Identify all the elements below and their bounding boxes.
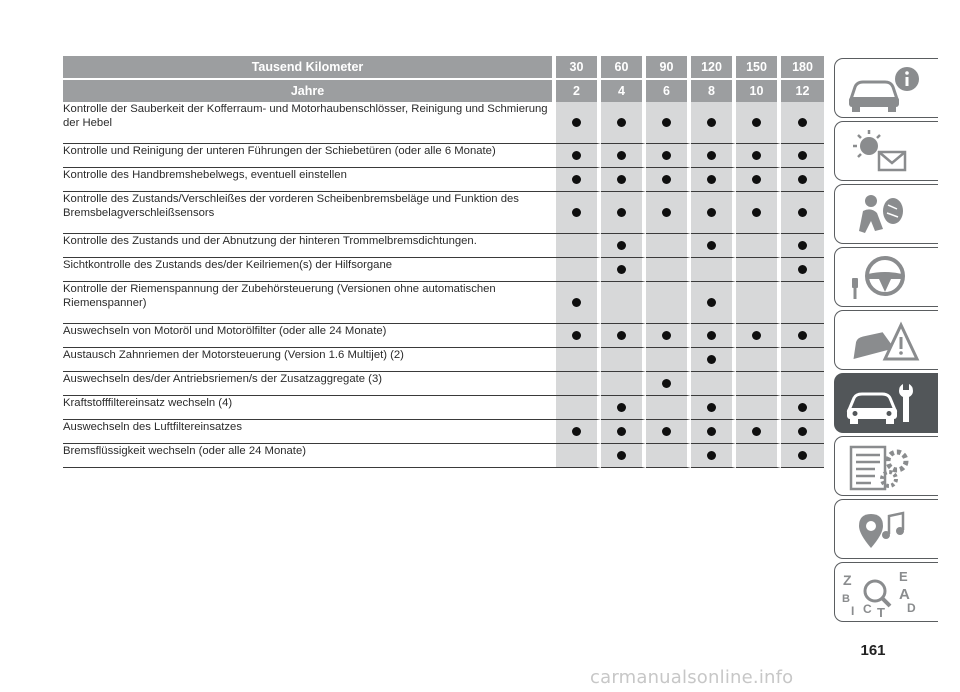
interval-cell <box>601 324 646 348</box>
tab-multimedia[interactable] <box>834 499 938 559</box>
interval-cell <box>781 348 824 372</box>
scheduled-dot-marker <box>752 118 761 127</box>
interval-cell <box>691 144 736 168</box>
interval-cell <box>691 396 736 420</box>
interval-cell <box>556 324 601 348</box>
interval-cell <box>601 348 646 372</box>
scheduled-dot-marker <box>617 451 626 460</box>
interval-cell <box>736 420 781 444</box>
interval-cell <box>646 324 691 348</box>
header-year-cell: 2 <box>556 80 601 102</box>
interval-cell <box>601 234 646 258</box>
table-row <box>63 396 824 420</box>
interval-cell <box>556 372 601 396</box>
interval-cell <box>691 282 736 324</box>
interval-cell <box>556 234 601 258</box>
scheduled-dot-marker <box>617 427 626 436</box>
header-year-cell: 10 <box>736 80 781 102</box>
table-row <box>63 420 824 444</box>
interval-cell <box>736 372 781 396</box>
maintenance-task-description: Kraftstofffiltereinsatz wechseln (4) <box>63 396 556 420</box>
table-row <box>63 258 824 282</box>
tab-safety[interactable] <box>834 184 938 244</box>
interval-cell <box>646 348 691 372</box>
index-letter: B <box>842 593 850 605</box>
header-year-cell: 4 <box>601 80 646 102</box>
scheduled-dot-marker <box>752 175 761 184</box>
header-row-years <box>63 80 824 102</box>
index-letter: Z <box>843 572 852 588</box>
scheduled-dot-marker <box>617 208 626 217</box>
interval-cell <box>736 348 781 372</box>
page-number: 161 <box>860 642 886 659</box>
header-years-label: Jahre <box>63 80 556 102</box>
table-row <box>63 444 824 468</box>
index-search-icon <box>841 567 931 619</box>
header-year-cell: 12 <box>781 80 824 102</box>
header-km-cell: 30 <box>556 56 601 80</box>
interval-cell <box>556 396 601 420</box>
table-row <box>63 234 824 258</box>
scheduled-dot-marker <box>572 208 581 217</box>
interval-cell <box>556 420 601 444</box>
scheduled-dot-marker <box>798 118 807 127</box>
interval-cell <box>691 102 736 144</box>
scheduled-dot-marker <box>662 151 671 160</box>
tab-vehicle-info[interactable] <box>834 58 938 118</box>
interval-cell <box>646 444 691 468</box>
scheduled-dot-marker <box>662 379 671 388</box>
watermark: carmanualsonline.info <box>590 667 794 688</box>
scheduled-dot-marker <box>572 151 581 160</box>
scheduled-dot-marker <box>752 151 761 160</box>
index-letter: T <box>877 605 885 619</box>
interval-cell <box>691 258 736 282</box>
scheduled-dot-marker <box>798 403 807 412</box>
scheduled-dot-marker <box>798 151 807 160</box>
scheduled-dot-marker <box>798 208 807 217</box>
interval-cell <box>781 420 824 444</box>
header-km-cell: 120 <box>691 56 736 80</box>
scheduled-dot-marker <box>798 175 807 184</box>
interval-cell <box>736 234 781 258</box>
scheduled-dot-marker <box>617 331 626 340</box>
scheduled-dot-marker <box>572 175 581 184</box>
interval-cell <box>736 324 781 348</box>
scheduled-dot-marker <box>752 208 761 217</box>
interval-cell <box>781 102 824 144</box>
scheduled-dot-marker <box>707 355 716 364</box>
scheduled-dot-marker <box>752 331 761 340</box>
interval-cell <box>646 234 691 258</box>
index-letter: D <box>907 601 916 615</box>
maintenance-task-description: Kontrolle der Riemenspannung der Zubehörsteuerung (Versionen ohne automatischen Riemenspanner) <box>63 282 556 324</box>
interval-cell <box>601 420 646 444</box>
interval-cell <box>781 444 824 468</box>
scheduled-dot-marker <box>572 298 581 307</box>
interval-cell <box>781 282 824 324</box>
interval-cell <box>736 444 781 468</box>
scheduled-dot-marker <box>798 451 807 460</box>
table-body <box>63 102 824 468</box>
maintenance-task-description: Kontrolle des Zustands/Verschleißes der vorderen Scheibenbremsbeläge und Funktion des Bremsbelagverschleißsensors <box>63 192 556 234</box>
scheduled-dot-marker <box>707 298 716 307</box>
interval-cell <box>556 282 601 324</box>
scheduled-dot-marker <box>798 241 807 250</box>
interval-cell <box>556 258 601 282</box>
interval-cell <box>781 234 824 258</box>
interval-cell <box>601 444 646 468</box>
index-letter: I <box>851 604 855 618</box>
scheduled-dot-marker <box>572 118 581 127</box>
interval-cell <box>736 144 781 168</box>
interval-cell <box>556 168 601 192</box>
table-row <box>63 372 824 396</box>
interval-cell <box>646 102 691 144</box>
scheduled-dot-marker <box>707 403 716 412</box>
scheduled-dot-marker <box>617 241 626 250</box>
interval-cell <box>736 282 781 324</box>
scheduled-dot-marker <box>662 208 671 217</box>
header-km-cell: 90 <box>646 56 691 80</box>
maintenance-task-description: Kontrolle der Sauberkeit der Kofferraum- und Motorhaubenschlösser, Reinigung und Schmierung der Hebel <box>63 102 556 144</box>
interval-cell <box>781 168 824 192</box>
interval-cell <box>691 444 736 468</box>
header-row-kilometers <box>63 56 824 80</box>
car-wrench-icon <box>841 378 931 430</box>
interval-cell <box>781 192 824 234</box>
maintenance-schedule-table <box>63 56 824 468</box>
interval-cell <box>691 372 736 396</box>
maintenance-task-description: Kontrolle des Zustands und der Abnutzung der hinteren Trommelbremsdichtungen. <box>63 234 556 258</box>
interval-cell <box>691 348 736 372</box>
interval-cell <box>691 420 736 444</box>
interval-cell <box>736 258 781 282</box>
emergency-breakdown-icon <box>841 315 931 367</box>
index-letter: E <box>899 569 908 584</box>
scheduled-dot-marker <box>707 331 716 340</box>
interval-cell <box>646 192 691 234</box>
maintenance-task-description: Bremsflüssigkeit wechseln (oder alle 24 Monate) <box>63 444 556 468</box>
scheduled-dot-marker <box>662 118 671 127</box>
scheduled-dot-marker <box>798 331 807 340</box>
tab-technical-data[interactable] <box>834 436 938 496</box>
table-row <box>63 192 824 234</box>
tab-warning-lights[interactable] <box>834 121 938 181</box>
interval-cell <box>556 348 601 372</box>
interval-cell <box>781 144 824 168</box>
scheduled-dot-marker <box>617 151 626 160</box>
scheduled-dot-marker <box>662 175 671 184</box>
header-km-cell: 60 <box>601 56 646 80</box>
scheduled-dot-marker <box>572 427 581 436</box>
interval-cell <box>646 144 691 168</box>
scheduled-dot-marker <box>617 403 626 412</box>
interval-cell <box>646 396 691 420</box>
interval-cell <box>781 324 824 348</box>
tab-emergency[interactable] <box>834 310 938 370</box>
scheduled-dot-marker <box>707 427 716 436</box>
interval-cell <box>646 168 691 192</box>
interval-cell <box>736 396 781 420</box>
interval-cell <box>601 396 646 420</box>
interval-cell <box>691 234 736 258</box>
interval-cell <box>646 258 691 282</box>
interval-cell <box>601 192 646 234</box>
scheduled-dot-marker <box>707 175 716 184</box>
tab-starting-driving[interactable] <box>834 247 938 307</box>
scheduled-dot-marker <box>707 151 716 160</box>
interval-cell <box>556 192 601 234</box>
header-km-cell: 150 <box>736 56 781 80</box>
interval-cell <box>736 168 781 192</box>
tab-index[interactable] <box>834 562 938 622</box>
scheduled-dot-marker <box>617 265 626 274</box>
multimedia-icon <box>841 504 931 556</box>
maintenance-task-description: Auswechseln des Luftfiltereinsatzes <box>63 420 556 444</box>
header-km-label: Tausend Kilometer <box>63 56 556 80</box>
interval-cell <box>556 102 601 144</box>
interval-cell <box>691 192 736 234</box>
scheduled-dot-marker <box>662 331 671 340</box>
scheduled-dot-marker <box>617 118 626 127</box>
interval-cell <box>781 258 824 282</box>
interval-cell <box>691 168 736 192</box>
car-info-icon <box>841 63 931 115</box>
maintenance-task-description: Auswechseln des/der Antriebsriemen/s der Zusatzaggregate (3) <box>63 372 556 396</box>
maintenance-task-description: Auswechseln von Motoröl und Motorölfilter (oder alle 24 Monate) <box>63 324 556 348</box>
steering-wheel-key-icon <box>841 252 931 304</box>
technical-data-gear-icon <box>841 441 931 493</box>
header-year-cell: 8 <box>691 80 736 102</box>
tab-maintenance[interactable] <box>834 373 938 433</box>
interval-cell <box>601 258 646 282</box>
interval-cell <box>556 444 601 468</box>
scheduled-dot-marker <box>572 331 581 340</box>
maintenance-task-description: Kontrolle und Reinigung der unteren Führungen der Schiebetüren (oder alle 6 Monate) <box>63 144 556 168</box>
maintenance-task-description: Sichtkontrolle des Zustands des/der Keilriemen(s) der Hilfsorgane <box>63 258 556 282</box>
table-row <box>63 168 824 192</box>
interval-cell <box>601 282 646 324</box>
header-km-cell: 180 <box>781 56 824 80</box>
interval-cell <box>646 420 691 444</box>
interval-cell <box>736 192 781 234</box>
table-row <box>63 144 824 168</box>
maintenance-task-description: Kontrolle des Handbremshebelwegs, eventuell einstellen <box>63 168 556 192</box>
interval-cell <box>601 168 646 192</box>
table-row <box>63 348 824 372</box>
airbag-safety-icon <box>841 189 931 241</box>
interval-cell <box>556 144 601 168</box>
scheduled-dot-marker <box>752 427 761 436</box>
table-row <box>63 324 824 348</box>
table-row <box>63 282 824 324</box>
scheduled-dot-marker <box>707 451 716 460</box>
scheduled-dot-marker <box>617 175 626 184</box>
index-letter: A <box>899 586 910 603</box>
interval-cell <box>601 144 646 168</box>
maintenance-task-description: Austausch Zahnriemen der Motorsteuerung (Version 1.6 Multijet) (2) <box>63 348 556 372</box>
scheduled-dot-marker <box>707 241 716 250</box>
interval-cell <box>601 372 646 396</box>
scheduled-dot-marker <box>798 265 807 274</box>
interval-cell <box>736 102 781 144</box>
interval-cell <box>781 372 824 396</box>
table-row <box>63 102 824 144</box>
header-year-cell: 6 <box>646 80 691 102</box>
interval-cell <box>646 372 691 396</box>
warning-lights-message-icon <box>841 126 931 178</box>
scheduled-dot-marker <box>707 118 716 127</box>
interval-cell <box>601 102 646 144</box>
scheduled-dot-marker <box>707 208 716 217</box>
index-letter: C <box>863 602 872 616</box>
interval-cell <box>646 282 691 324</box>
scheduled-dot-marker <box>662 427 671 436</box>
interval-cell <box>781 396 824 420</box>
interval-cell <box>691 324 736 348</box>
scheduled-dot-marker <box>798 427 807 436</box>
